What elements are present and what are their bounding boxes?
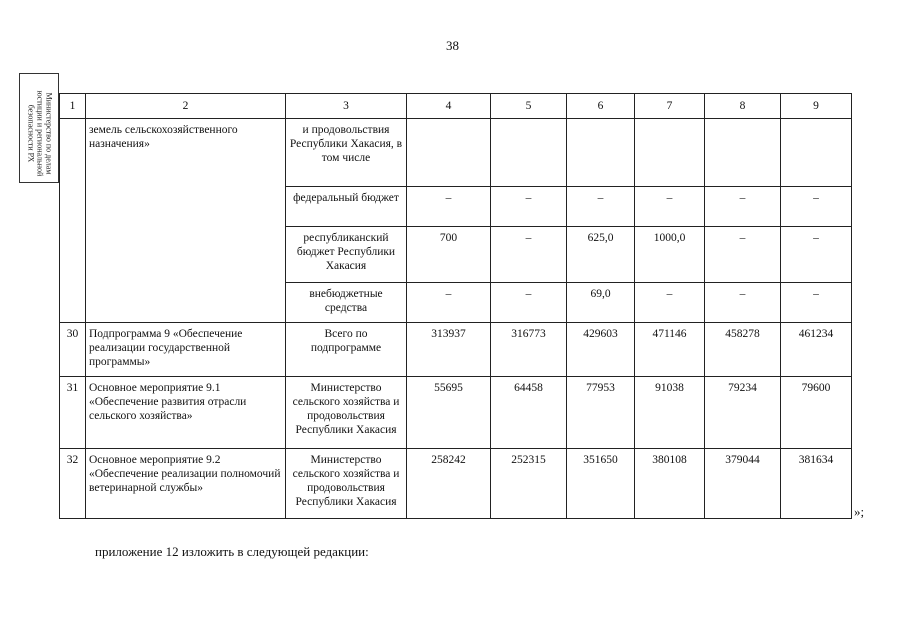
- cell-value: 55695: [407, 377, 491, 449]
- row-source: Министерство сельского хозяйства и продовольствия Республики Хакасия: [286, 377, 407, 449]
- cell-value: 429603: [567, 323, 635, 377]
- cell-value: 458278: [705, 323, 781, 377]
- cell-value: –: [407, 187, 491, 227]
- col-header-3: 3: [286, 94, 407, 119]
- cell-value: –: [567, 187, 635, 227]
- cell-value: –: [635, 283, 705, 323]
- row-source: Всего по подпрограмме: [286, 323, 407, 377]
- cell-value: 91038: [635, 377, 705, 449]
- cell-value: 1000,0: [635, 227, 705, 283]
- col-header-4: 4: [407, 94, 491, 119]
- cell-value: 379044: [705, 449, 781, 519]
- table-row: [60, 323, 852, 377]
- cell-value: –: [491, 187, 567, 227]
- stamp-text: Министерство по делам юстиции и региональной безопасности РХ: [26, 90, 54, 177]
- registration-stamp: [19, 73, 59, 183]
- row-source: Министерство сельского хозяйства и продовольствия Республики Хакасия: [286, 449, 407, 519]
- cell-value: –: [491, 227, 567, 283]
- table-header-row: [60, 94, 852, 119]
- col-header-6: 6: [567, 94, 635, 119]
- page-number: 38: [446, 38, 459, 53]
- cell-value: 380108: [635, 449, 705, 519]
- row-name: Основное мероприятие 9.1 «Обеспечение развития отрасли сельского хозяйства»: [86, 377, 286, 449]
- table-row: [60, 449, 852, 519]
- cell-value: 313937: [407, 323, 491, 377]
- row-number: 30: [60, 323, 86, 377]
- col-header-5: 5: [491, 94, 567, 119]
- cell-value: [567, 119, 635, 187]
- footer-paragraph: приложение 12 изложить в следующей редакции:: [95, 544, 369, 559]
- col-header-9: 9: [781, 94, 852, 119]
- cell-value: –: [491, 283, 567, 323]
- row-source: и продовольствия Республики Хакасия, в том числе: [286, 119, 407, 187]
- cell-value: –: [705, 187, 781, 227]
- col-header-8: 8: [705, 94, 781, 119]
- cell-value: 64458: [491, 377, 567, 449]
- row-source: федеральный бюджет: [286, 187, 407, 227]
- col-header-7: 7: [635, 94, 705, 119]
- row-name: Подпрограмма 9 «Обеспечение реализации государственной программы»: [86, 323, 286, 377]
- row-name: Основное мероприятие 9.2 «Обеспечение реализации полномочий ветеринарной службы»: [86, 449, 286, 519]
- row-number: 32: [60, 449, 86, 519]
- cell-value: –: [635, 187, 705, 227]
- row-number: 31: [60, 377, 86, 449]
- row-source: внебюджетные средства: [286, 283, 407, 323]
- table-row: [60, 119, 852, 187]
- cell-value: –: [781, 187, 852, 227]
- cell-value: 252315: [491, 449, 567, 519]
- row-source: республиканский бюджет Республики Хакасия: [286, 227, 407, 283]
- cell-value: –: [781, 227, 852, 283]
- cell-value: [781, 119, 852, 187]
- table-row: [60, 377, 852, 449]
- cell-value: 79234: [705, 377, 781, 449]
- cell-value: 77953: [567, 377, 635, 449]
- row-name: земель сельскохозяйственного назначения»: [86, 119, 286, 323]
- cell-value: [491, 119, 567, 187]
- cell-value: [407, 119, 491, 187]
- cell-value: –: [781, 283, 852, 323]
- cell-value: 69,0: [567, 283, 635, 323]
- cell-value: –: [705, 283, 781, 323]
- cell-value: [705, 119, 781, 187]
- cell-value: 461234: [781, 323, 852, 377]
- cell-value: 471146: [635, 323, 705, 377]
- cell-value: 258242: [407, 449, 491, 519]
- col-header-1: 1: [60, 94, 86, 119]
- budget-table: [59, 93, 852, 519]
- row-number: [60, 119, 86, 323]
- cell-value: 351650: [567, 449, 635, 519]
- cell-value: 79600: [781, 377, 852, 449]
- cell-value: 316773: [491, 323, 567, 377]
- cell-value: –: [705, 227, 781, 283]
- cell-value: 381634: [781, 449, 852, 519]
- closing-quote-mark: »;: [854, 504, 865, 519]
- cell-value: [635, 119, 705, 187]
- cell-value: 700: [407, 227, 491, 283]
- cell-value: –: [407, 283, 491, 323]
- col-header-2: 2: [86, 94, 286, 119]
- cell-value: 625,0: [567, 227, 635, 283]
